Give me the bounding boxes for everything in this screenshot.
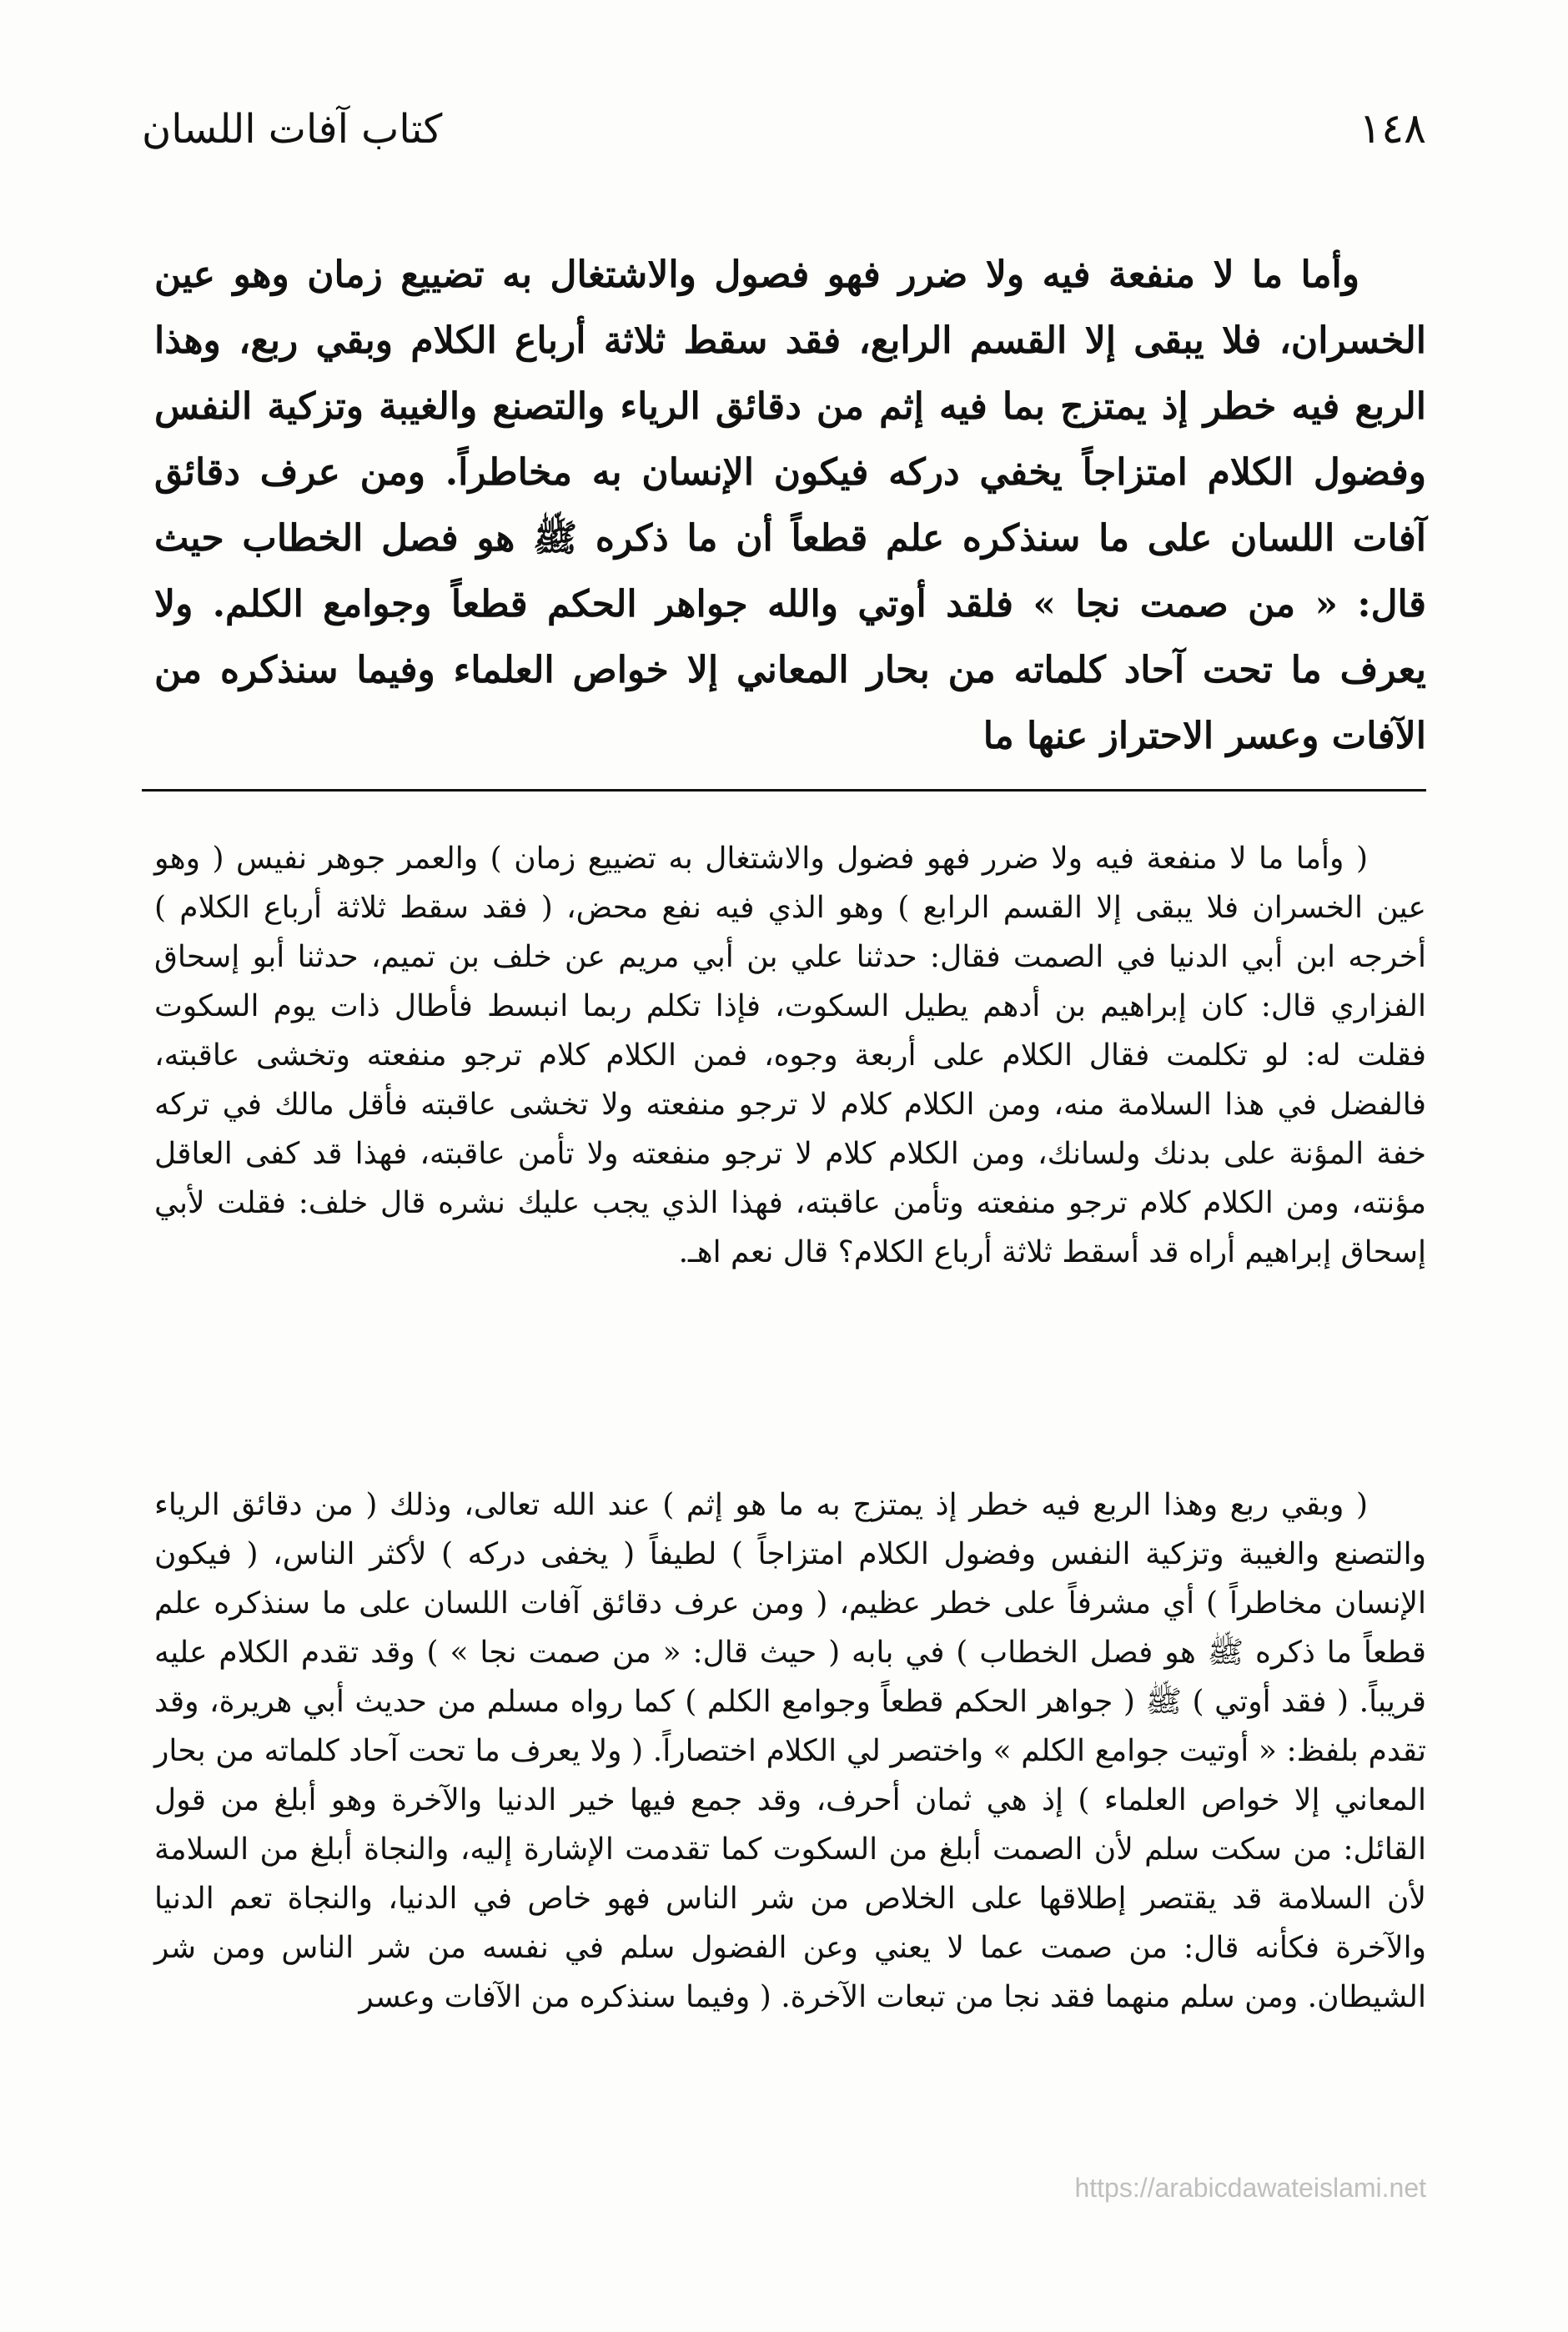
commentary-paragraph: ( وبقي ربع وهذا الربع فيه خطر إذ يمتزج به ما هو إثم ) عند الله تعالى، وذلك ( من دقائق الرياء والتصنع والغيبة وتزكية النفس وفضول الكلام امتزاجاً ) لطيفاً ( يخفى دركه ) لأكثر الناس، ( فيكون الإنسان مخاطراً ) أي مشرفاً على خطر عظيم، ( ومن عرف دقائق آفات اللسان على ما سنذكره علم قطعاً ما ذكره ﷺ هو فصل الخطاب ) في بابه ( حيث قال: « من صمت نجا » ) وقد تقدم الكلام عليه قريباً. ( فقد أوتي ) ﷺ ( جواهر الحكم قطعاً وجوامع الكلم ) كما رواه مسلم من حديث أبي هريرة، وقد تقدم بلفظ: « أوتيت جوامع الكلم » واختصر لي الكلام اختصاراً. ( ولا يعرف ما تحت آحاد كلماته من بحار المعاني إلا خواص العلماء ) إذ هي ثمان أحرف، وقد جمع فيها خير الدنيا والآخرة وهو أبلغ من قول القائل: من سكت سلم لأن الصمت أبلغ من السكوت كما تقدمت الإشارة إليه، والنجاة أبلغ من السلامة لأن السلامة قد يقتصر إطلاقها على الخلاص من شر الناس فهو خاص في الدنيا، والنجاة تعم الدنيا والآخرة فكأنه قال: من صمت عما لا يعني وعن الفضول سلم في نفسه من شر الناس ومن شر الشيطان. ومن سلم منهما فقد نجا من تبعات الآخرة. ( وفيما سنذكره من الآفات وعسر — [154, 1488, 1426, 2014]
page-header — [142, 104, 1426, 153]
commentary-block-1 — [154, 834, 1426, 1277]
separator-rule — [142, 789, 1426, 792]
commentary-block-2 — [154, 1480, 1426, 2022]
main-text — [154, 242, 1426, 769]
watermark-url: https://arabicdawateislami.net — [1074, 2173, 1426, 2203]
page-number: ١٤٨ — [1359, 104, 1426, 153]
main-paragraph: وأما ما لا منفعة فيه ولا ضرر فهو فصول والاشتغال به تضييع زمان وهو عين الخسران، فلا يبقى إلا القسم الرابع، فقد سقط ثلاثة أرباع الكلام وبقي ربع، وهذا الربع فيه خطر إذ يمتزج بما فيه إثم من دقائق الرياء والتصنع والغيبة وتزكية النفس وفضول الكلام امتزاجاً يخفي دركه فيكون الإنسان به مخاطراً. ومن عرف دقائق آفات اللسان على ما سنذكره علم قطعاً أن ما ذكره ﷺ هو فصل الخطاب حيث قال: « من صمت نجا » فلقد أوتي والله جواهر الحكم قطعاً وجوامع الكلم. ولا يعرف ما تحت آحاد كلماته من بحار المعاني إلا خواص العلماء وفيما سنذكره من الآفات وعسر الاحتراز عنها ما — [154, 254, 1426, 757]
running-title: كتاب آفات اللسان — [142, 106, 443, 153]
commentary-paragraph: ( وأما ما لا منفعة فيه ولا ضرر فهو فضول والاشتغال به تضييع زمان ) والعمر جوهر نفيس ( وهو عين الخسران فلا يبقى إلا القسم الرابع ) وهو الذي فيه نفع محض، ( فقد سقط ثلاثة أرباع الكلام ) أخرجه ابن أبي الدنيا في الصمت فقال: حدثنا علي بن أبي مريم عن خلف بن تميم، حدثنا أبو إسحاق الفزاري قال: كان إبراهيم بن أدهم يطيل السكوت، فإذا تكلم ربما انبسط فأطال ذات يوم السكوت فقلت له: لو تكلمت فقال الكلام على أربعة وجوه، فمن الكلام كلام ترجو منفعته وتخشى عاقبته، فالفضل في هذا السلامة منه، ومن الكلام كلام لا ترجو منفعته ولا تخشى عاقبته فأقل مالك في تركه خفة المؤنة على بدنك ولسانك، ومن الكلام كلام لا ترجو منفعته ولا تأمن عاقبته، فهذا قد كفى العاقل مؤنته، ومن الكلام كلام ترجو منفعته وتأمن عاقبته، فهذا الذي يجب عليك نشره قال خلف: فقلت لأبي إسحاق إبراهيم أراه قد أسقط ثلاثة أرباع الكلام؟ قال نعم اهـ. — [154, 842, 1426, 1269]
